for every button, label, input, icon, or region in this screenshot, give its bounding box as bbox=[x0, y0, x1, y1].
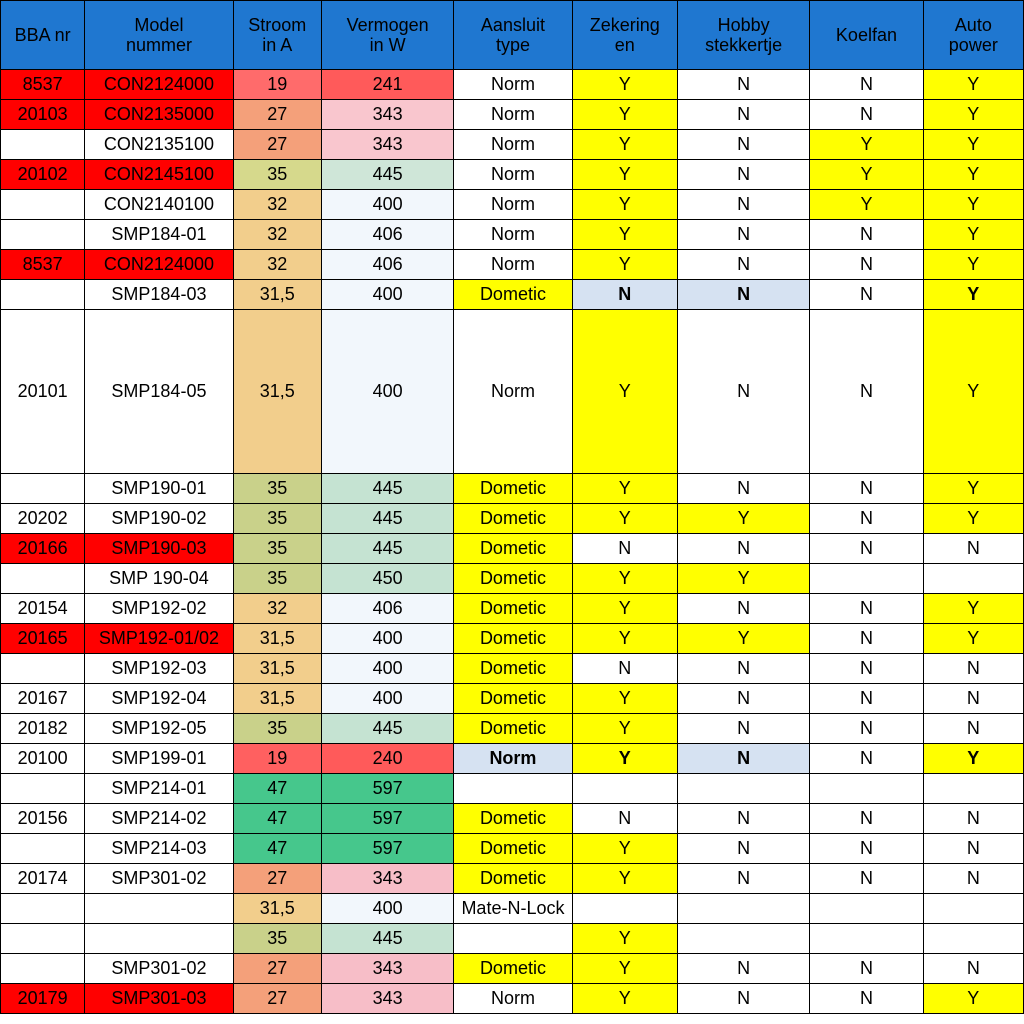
table-cell-r26-c2: 27 bbox=[233, 984, 321, 1014]
table-cell-r10-c5: Y bbox=[572, 504, 677, 534]
table-cell-r17-c1: SMP192-05 bbox=[85, 714, 233, 744]
table-cell-r14-c8: Y bbox=[923, 624, 1023, 654]
table-cell-r19-c8 bbox=[923, 774, 1023, 804]
table-cell-r24-c8 bbox=[923, 924, 1023, 954]
table-cell-r10-c2: 35 bbox=[233, 504, 321, 534]
table-cell-r22-c3: 343 bbox=[321, 864, 453, 894]
table-cell-r18-c2: 19 bbox=[233, 744, 321, 774]
table-cell-r17-c6: N bbox=[677, 714, 809, 744]
table-cell-r21-c7: N bbox=[810, 834, 923, 864]
table-cell-r14-c5: Y bbox=[572, 624, 677, 654]
table-cell-r15-c7: N bbox=[810, 654, 923, 684]
table-cell-r11-c1: SMP190-03 bbox=[85, 534, 233, 564]
table-row bbox=[1, 504, 1024, 534]
column-header-0 bbox=[1, 1, 85, 70]
table-cell-r23-c7 bbox=[810, 894, 923, 924]
table-row bbox=[1, 894, 1024, 924]
table-cell-r18-c7: N bbox=[810, 744, 923, 774]
table-cell-r3-c2: 35 bbox=[233, 160, 321, 190]
table-cell-r19-c1: SMP214-01 bbox=[85, 774, 233, 804]
table-cell-r9-c0 bbox=[1, 474, 85, 504]
table-cell-r26-c1: SMP301-03 bbox=[85, 984, 233, 1014]
table-cell-r0-c5: Y bbox=[572, 70, 677, 100]
table-body bbox=[1, 70, 1024, 1014]
table-cell-r10-c7: N bbox=[810, 504, 923, 534]
table-cell-r12-c2: 35 bbox=[233, 564, 321, 594]
table-cell-r8-c8: Y bbox=[923, 310, 1023, 474]
table-cell-r9-c6: N bbox=[677, 474, 809, 504]
table-cell-r15-c8: N bbox=[923, 654, 1023, 684]
table-cell-r21-c1: SMP214-03 bbox=[85, 834, 233, 864]
table-cell-r7-c0 bbox=[1, 280, 85, 310]
table-cell-r20-c7: N bbox=[810, 804, 923, 834]
table-cell-r15-c3: 400 bbox=[321, 654, 453, 684]
table-cell-r6-c0: 8537 bbox=[1, 250, 85, 280]
table-header bbox=[1, 1, 1024, 70]
table-cell-r22-c6: N bbox=[677, 864, 809, 894]
table-cell-r13-c8: Y bbox=[923, 594, 1023, 624]
table-cell-r6-c6: N bbox=[677, 250, 809, 280]
table-cell-r13-c4: Dometic bbox=[454, 594, 572, 624]
table-cell-r15-c0 bbox=[1, 654, 85, 684]
table-cell-r10-c3: 445 bbox=[321, 504, 453, 534]
table-cell-r2-c2: 27 bbox=[233, 130, 321, 160]
table-cell-r22-c5: Y bbox=[572, 864, 677, 894]
table-cell-r9-c4: Dometic bbox=[454, 474, 572, 504]
table-cell-r26-c5: Y bbox=[572, 984, 677, 1014]
table-cell-r15-c2: 31,5 bbox=[233, 654, 321, 684]
column-header-line2: in W bbox=[369, 35, 406, 55]
table-cell-r7-c5: N bbox=[572, 280, 677, 310]
column-header-line1: Auto bbox=[954, 14, 992, 35]
table-cell-r12-c6: Y bbox=[677, 564, 809, 594]
table-cell-r24-c3: 445 bbox=[321, 924, 453, 954]
table-cell-r12-c1: SMP 190-04 bbox=[85, 564, 233, 594]
column-header-4 bbox=[454, 1, 572, 70]
table-cell-r16-c6: N bbox=[677, 684, 809, 714]
table-cell-r11-c4: Dometic bbox=[454, 534, 572, 564]
table-cell-r25-c0 bbox=[1, 954, 85, 984]
table-cell-r21-c4: Dometic bbox=[454, 834, 572, 864]
table-cell-r15-c6: N bbox=[677, 654, 809, 684]
table-cell-r26-c0: 20179 bbox=[1, 984, 85, 1014]
table-cell-r13-c5: Y bbox=[572, 594, 677, 624]
table-row bbox=[1, 534, 1024, 564]
table-cell-r25-c3: 343 bbox=[321, 954, 453, 984]
column-header-5 bbox=[572, 1, 677, 70]
table-cell-r16-c5: Y bbox=[572, 684, 677, 714]
table-cell-r11-c0: 20166 bbox=[1, 534, 85, 564]
table-cell-r18-c3: 240 bbox=[321, 744, 453, 774]
table-cell-r14-c4: Dometic bbox=[454, 624, 572, 654]
table-cell-r19-c5 bbox=[572, 774, 677, 804]
column-header-line2: power bbox=[948, 35, 998, 55]
table-cell-r1-c1: CON2135000 bbox=[85, 100, 233, 130]
table-cell-r7-c2: 31,5 bbox=[233, 280, 321, 310]
table-cell-r20-c3: 597 bbox=[321, 804, 453, 834]
table-row bbox=[1, 654, 1024, 684]
table-cell-r18-c6: N bbox=[677, 744, 809, 774]
table-cell-r0-c8: Y bbox=[923, 70, 1023, 100]
table-row bbox=[1, 804, 1024, 834]
table-cell-r12-c5: Y bbox=[572, 564, 677, 594]
table-cell-r8-c7: N bbox=[810, 310, 923, 474]
table-cell-r17-c0: 20182 bbox=[1, 714, 85, 744]
table-cell-r20-c8: N bbox=[923, 804, 1023, 834]
table-cell-r2-c8: Y bbox=[923, 130, 1023, 160]
table-cell-r6-c1: CON2124000 bbox=[85, 250, 233, 280]
table-cell-r21-c0 bbox=[1, 834, 85, 864]
table-row bbox=[1, 190, 1024, 220]
table-cell-r4-c0 bbox=[1, 190, 85, 220]
table-cell-r3-c3: 445 bbox=[321, 160, 453, 190]
table-cell-r25-c6: N bbox=[677, 954, 809, 984]
table-cell-r26-c6: N bbox=[677, 984, 809, 1014]
table-cell-r11-c2: 35 bbox=[233, 534, 321, 564]
table-cell-r4-c5: Y bbox=[572, 190, 677, 220]
table-cell-r22-c7: N bbox=[810, 864, 923, 894]
table-cell-r24-c7 bbox=[810, 924, 923, 954]
table-cell-r6-c2: 32 bbox=[233, 250, 321, 280]
table-cell-r5-c4: Norm bbox=[454, 220, 572, 250]
table-cell-r8-c1: SMP184-05 bbox=[85, 310, 233, 474]
table-cell-r1-c7: N bbox=[810, 100, 923, 130]
table-cell-r19-c0 bbox=[1, 774, 85, 804]
table-cell-r14-c0: 20165 bbox=[1, 624, 85, 654]
table-row bbox=[1, 744, 1024, 774]
table-cell-r18-c5: Y bbox=[572, 744, 677, 774]
header-row bbox=[1, 1, 1024, 70]
table-row bbox=[1, 100, 1024, 130]
table-cell-r2-c4: Norm bbox=[454, 130, 572, 160]
table-cell-r11-c5: N bbox=[572, 534, 677, 564]
table-row bbox=[1, 864, 1024, 894]
table-cell-r9-c7: N bbox=[810, 474, 923, 504]
table-cell-r12-c3: 450 bbox=[321, 564, 453, 594]
table-row bbox=[1, 220, 1024, 250]
table-cell-r7-c7: N bbox=[810, 280, 923, 310]
table-cell-r16-c1: SMP192-04 bbox=[85, 684, 233, 714]
table-cell-r26-c3: 343 bbox=[321, 984, 453, 1014]
table-cell-r10-c8: Y bbox=[923, 504, 1023, 534]
table-cell-r23-c0 bbox=[1, 894, 85, 924]
table-cell-r13-c3: 406 bbox=[321, 594, 453, 624]
column-header-7 bbox=[810, 1, 923, 70]
table-cell-r10-c6: Y bbox=[677, 504, 809, 534]
table-cell-r9-c1: SMP190-01 bbox=[85, 474, 233, 504]
table-cell-r0-c6: N bbox=[677, 70, 809, 100]
table-cell-r7-c3: 400 bbox=[321, 280, 453, 310]
table-cell-r17-c8: N bbox=[923, 714, 1023, 744]
table-cell-r3-c5: Y bbox=[572, 160, 677, 190]
table-row bbox=[1, 130, 1024, 160]
table-cell-r4-c3: 400 bbox=[321, 190, 453, 220]
table-cell-r1-c3: 343 bbox=[321, 100, 453, 130]
table-cell-r25-c5: Y bbox=[572, 954, 677, 984]
table-cell-r16-c2: 31,5 bbox=[233, 684, 321, 714]
table-cell-r18-c1: SMP199-01 bbox=[85, 744, 233, 774]
table-cell-r15-c5: N bbox=[572, 654, 677, 684]
table-cell-r5-c8: Y bbox=[923, 220, 1023, 250]
table-cell-r23-c4: Mate-N-Lock bbox=[454, 894, 572, 924]
table-cell-r17-c5: Y bbox=[572, 714, 677, 744]
table-cell-r3-c4: Norm bbox=[454, 160, 572, 190]
table-row bbox=[1, 474, 1024, 504]
table-cell-r24-c4 bbox=[454, 924, 572, 954]
table-cell-r10-c1: SMP190-02 bbox=[85, 504, 233, 534]
table-cell-r5-c0 bbox=[1, 220, 85, 250]
table-cell-r6-c4: Norm bbox=[454, 250, 572, 280]
table-cell-r24-c0 bbox=[1, 924, 85, 954]
table-cell-r22-c2: 27 bbox=[233, 864, 321, 894]
table-cell-r0-c0: 8537 bbox=[1, 70, 85, 100]
table-cell-r24-c5: Y bbox=[572, 924, 677, 954]
table-cell-r4-c8: Y bbox=[923, 190, 1023, 220]
table-cell-r26-c8: Y bbox=[923, 984, 1023, 1014]
table-cell-r4-c2: 32 bbox=[233, 190, 321, 220]
column-header-line1: Hobby bbox=[717, 14, 770, 35]
table-cell-r18-c0: 20100 bbox=[1, 744, 85, 774]
table-cell-r1-c6: N bbox=[677, 100, 809, 130]
table-cell-r21-c2: 47 bbox=[233, 834, 321, 864]
table-cell-r17-c4: Dometic bbox=[454, 714, 572, 744]
table-cell-r8-c0: 20101 bbox=[1, 310, 85, 474]
table-cell-r20-c6: N bbox=[677, 804, 809, 834]
table-cell-r26-c4: Norm bbox=[454, 984, 572, 1014]
column-header-line1: Zekering bbox=[589, 14, 660, 35]
table-cell-r10-c4: Dometic bbox=[454, 504, 572, 534]
table-cell-r25-c2: 27 bbox=[233, 954, 321, 984]
table-cell-r13-c0: 20154 bbox=[1, 594, 85, 624]
table-row bbox=[1, 684, 1024, 714]
table-cell-r3-c7: Y bbox=[810, 160, 923, 190]
column-header-line2: nummer bbox=[125, 35, 192, 55]
table-cell-r5-c5: Y bbox=[572, 220, 677, 250]
table-cell-r9-c2: 35 bbox=[233, 474, 321, 504]
table-cell-r6-c7: N bbox=[810, 250, 923, 280]
column-header-line1: Aansluit bbox=[480, 14, 545, 35]
column-header-line1: Model bbox=[134, 14, 184, 35]
table-cell-r19-c7 bbox=[810, 774, 923, 804]
table-cell-r11-c3: 445 bbox=[321, 534, 453, 564]
table-cell-r20-c4: Dometic bbox=[454, 804, 572, 834]
table-cell-r5-c7: N bbox=[810, 220, 923, 250]
table-cell-r20-c1: SMP214-02 bbox=[85, 804, 233, 834]
table-cell-r0-c2: 19 bbox=[233, 70, 321, 100]
table-cell-r21-c8: N bbox=[923, 834, 1023, 864]
table-cell-r9-c5: Y bbox=[572, 474, 677, 504]
table-cell-r21-c6: N bbox=[677, 834, 809, 864]
table-cell-r5-c1: SMP184-01 bbox=[85, 220, 233, 250]
table-cell-r13-c7: N bbox=[810, 594, 923, 624]
table-cell-r3-c8: Y bbox=[923, 160, 1023, 190]
table-cell-r7-c8: Y bbox=[923, 280, 1023, 310]
table-cell-r4-c7: Y bbox=[810, 190, 923, 220]
table-cell-r23-c5 bbox=[572, 894, 677, 924]
table-cell-r21-c3: 597 bbox=[321, 834, 453, 864]
table-cell-r2-c1: CON2135100 bbox=[85, 130, 233, 160]
table-cell-r2-c6: N bbox=[677, 130, 809, 160]
table-cell-r5-c2: 32 bbox=[233, 220, 321, 250]
table-row bbox=[1, 924, 1024, 954]
table-row bbox=[1, 774, 1024, 804]
table-cell-r12-c7 bbox=[810, 564, 923, 594]
table-cell-r25-c4: Dometic bbox=[454, 954, 572, 984]
column-header-2 bbox=[233, 1, 321, 70]
table-cell-r17-c7: N bbox=[810, 714, 923, 744]
table-cell-r0-c4: Norm bbox=[454, 70, 572, 100]
table-cell-r24-c6 bbox=[677, 924, 809, 954]
table-cell-r16-c8: N bbox=[923, 684, 1023, 714]
table-row bbox=[1, 984, 1024, 1014]
table-cell-r1-c8: Y bbox=[923, 100, 1023, 130]
table-cell-r5-c3: 406 bbox=[321, 220, 453, 250]
table-cell-r20-c2: 47 bbox=[233, 804, 321, 834]
table-cell-r8-c3: 400 bbox=[321, 310, 453, 474]
table-cell-r23-c2: 31,5 bbox=[233, 894, 321, 924]
table-cell-r8-c6: N bbox=[677, 310, 809, 474]
table-cell-r4-c1: CON2140100 bbox=[85, 190, 233, 220]
table-cell-r20-c5: N bbox=[572, 804, 677, 834]
table-cell-r20-c0: 20156 bbox=[1, 804, 85, 834]
table-cell-r16-c3: 400 bbox=[321, 684, 453, 714]
table-cell-r1-c0: 20103 bbox=[1, 100, 85, 130]
table-cell-r14-c7: N bbox=[810, 624, 923, 654]
table-cell-r16-c4: Dometic bbox=[454, 684, 572, 714]
table-cell-r5-c6: N bbox=[677, 220, 809, 250]
table-cell-r23-c8 bbox=[923, 894, 1023, 924]
table-row bbox=[1, 250, 1024, 280]
table-cell-r0-c7: N bbox=[810, 70, 923, 100]
table-cell-r7-c6: N bbox=[677, 280, 809, 310]
table-cell-r22-c0: 20174 bbox=[1, 864, 85, 894]
table-row bbox=[1, 564, 1024, 594]
table-cell-r2-c5: Y bbox=[572, 130, 677, 160]
table-cell-r18-c4: Norm bbox=[454, 744, 572, 774]
table-cell-r24-c2: 35 bbox=[233, 924, 321, 954]
column-header-line1: Vermogen bbox=[346, 14, 429, 35]
column-header-line1: Stroom bbox=[248, 14, 307, 35]
table-cell-r1-c2: 27 bbox=[233, 100, 321, 130]
table-cell-r0-c1: CON2124000 bbox=[85, 70, 233, 100]
table-cell-r12-c8 bbox=[923, 564, 1023, 594]
table-cell-r3-c0: 20102 bbox=[1, 160, 85, 190]
table-cell-r19-c2: 47 bbox=[233, 774, 321, 804]
table-cell-r7-c4: Dometic bbox=[454, 280, 572, 310]
table-cell-r8-c4: Norm bbox=[454, 310, 572, 474]
table-cell-r23-c3: 400 bbox=[321, 894, 453, 924]
table-cell-r9-c8: Y bbox=[923, 474, 1023, 504]
table-cell-r2-c7: Y bbox=[810, 130, 923, 160]
table-cell-r13-c2: 32 bbox=[233, 594, 321, 624]
table-cell-r7-c1: SMP184-03 bbox=[85, 280, 233, 310]
table-cell-r0-c3: 241 bbox=[321, 70, 453, 100]
table-cell-r22-c8: N bbox=[923, 864, 1023, 894]
column-header-line2: stekkertje bbox=[705, 35, 783, 55]
table-row bbox=[1, 954, 1024, 984]
table-cell-r13-c1: SMP192-02 bbox=[85, 594, 233, 624]
table-cell-r17-c3: 445 bbox=[321, 714, 453, 744]
table-cell-r25-c8: N bbox=[923, 954, 1023, 984]
table-cell-r2-c0 bbox=[1, 130, 85, 160]
table-row bbox=[1, 624, 1024, 654]
table-row bbox=[1, 160, 1024, 190]
table-cell-r17-c2: 35 bbox=[233, 714, 321, 744]
table-cell-r18-c8: Y bbox=[923, 744, 1023, 774]
table-cell-r11-c8: N bbox=[923, 534, 1023, 564]
table-cell-r6-c5: Y bbox=[572, 250, 677, 280]
table-cell-r16-c7: N bbox=[810, 684, 923, 714]
table-cell-r19-c3: 597 bbox=[321, 774, 453, 804]
table-cell-r4-c6: N bbox=[677, 190, 809, 220]
table-cell-r11-c6: N bbox=[677, 534, 809, 564]
table-cell-r19-c6 bbox=[677, 774, 809, 804]
column-header-6 bbox=[677, 1, 809, 70]
table-cell-r12-c4: Dometic bbox=[454, 564, 572, 594]
table-cell-r13-c6: N bbox=[677, 594, 809, 624]
table-row bbox=[1, 834, 1024, 864]
column-header-1 bbox=[85, 1, 233, 70]
table-cell-r8-c2: 31,5 bbox=[233, 310, 321, 474]
table-cell-r12-c0 bbox=[1, 564, 85, 594]
table-cell-r14-c3: 400 bbox=[321, 624, 453, 654]
table-cell-r2-c3: 343 bbox=[321, 130, 453, 160]
table-row bbox=[1, 280, 1024, 310]
table-cell-r14-c1: SMP192-01/02 bbox=[85, 624, 233, 654]
table-cell-r16-c0: 20167 bbox=[1, 684, 85, 714]
column-header-8 bbox=[923, 1, 1023, 70]
column-header-line2: en bbox=[614, 35, 635, 55]
table-cell-r14-c2: 31,5 bbox=[233, 624, 321, 654]
table-cell-r10-c0: 20202 bbox=[1, 504, 85, 534]
column-header-line2: in A bbox=[262, 35, 293, 55]
column-header-line2: type bbox=[495, 35, 530, 55]
table-row bbox=[1, 714, 1024, 744]
table-cell-r6-c3: 406 bbox=[321, 250, 453, 280]
table-row bbox=[1, 310, 1024, 474]
table-cell-r14-c6: Y bbox=[677, 624, 809, 654]
table-cell-r25-c7: N bbox=[810, 954, 923, 984]
table-cell-r22-c4: Dometic bbox=[454, 864, 572, 894]
table-cell-r24-c1 bbox=[85, 924, 233, 954]
table-cell-r9-c3: 445 bbox=[321, 474, 453, 504]
table-cell-r3-c1: CON2145100 bbox=[85, 160, 233, 190]
column-header-line1: BBA nr bbox=[14, 24, 71, 45]
table-cell-r23-c1 bbox=[85, 894, 233, 924]
table-cell-r4-c4: Norm bbox=[454, 190, 572, 220]
table-cell-r1-c5: Y bbox=[572, 100, 677, 130]
column-header-line1: Koelfan bbox=[835, 24, 897, 45]
table-row bbox=[1, 70, 1024, 100]
table-cell-r8-c5: Y bbox=[572, 310, 677, 474]
table-cell-r22-c1: SMP301-02 bbox=[85, 864, 233, 894]
table-cell-r23-c6 bbox=[677, 894, 809, 924]
table-cell-r21-c5: Y bbox=[572, 834, 677, 864]
column-header-3 bbox=[321, 1, 453, 70]
table-cell-r26-c7: N bbox=[810, 984, 923, 1014]
table-cell-r15-c1: SMP192-03 bbox=[85, 654, 233, 684]
table-cell-r3-c6: N bbox=[677, 160, 809, 190]
table-cell-r19-c4 bbox=[454, 774, 572, 804]
table-cell-r25-c1: SMP301-02 bbox=[85, 954, 233, 984]
table-cell-r11-c7: N bbox=[810, 534, 923, 564]
table-cell-r15-c4: Dometic bbox=[454, 654, 572, 684]
table-cell-r6-c8: Y bbox=[923, 250, 1023, 280]
table-row bbox=[1, 594, 1024, 624]
table-cell-r1-c4: Norm bbox=[454, 100, 572, 130]
